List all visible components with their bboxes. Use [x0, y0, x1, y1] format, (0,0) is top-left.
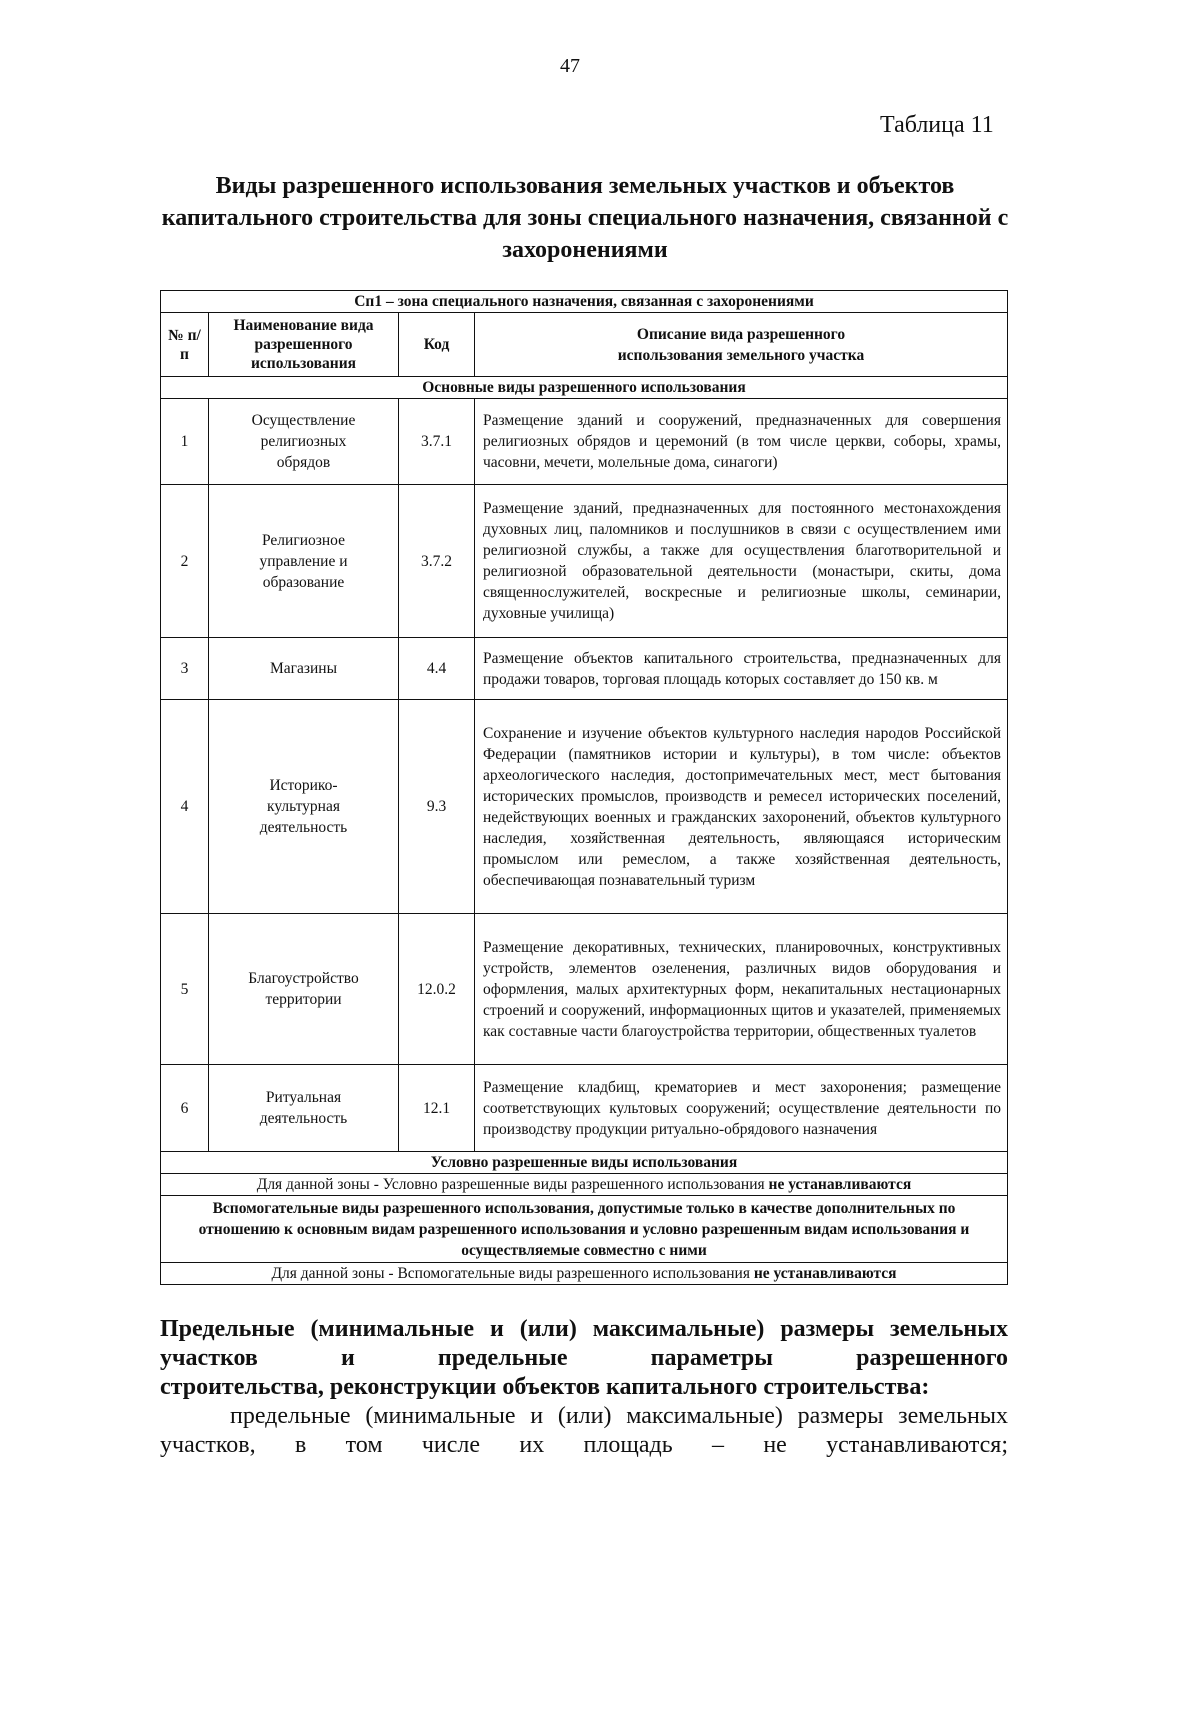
row-name: Осуществление религиозных обрядов — [209, 399, 399, 485]
auxiliary-bold: не устанавливаются — [753, 1265, 897, 1282]
row-code: 9.3 — [399, 700, 475, 914]
conditional-section-header: Условно разрешенные виды использования — [161, 1152, 1008, 1174]
row-code: 4.4 — [399, 638, 475, 700]
land-use-table — [160, 290, 1008, 1285]
table-row — [161, 638, 1008, 700]
row-name: Магазины — [209, 638, 399, 700]
row-code: 3.7.1 — [399, 399, 475, 485]
row-description: Размещение декоративных, технических, планировочных, конструктивных устройств, элементов озеленения, различных видов оборудования и оформления, малых архитектурных форм, некапитальных нестационарных строений и сооружений, информационных щитов и указателей, применяемых как составные части благоустройства территории, общественных туалетов — [475, 914, 1008, 1065]
row-description: Размещение зданий и сооружений, предназначенных для совершения религиозных обрядов и церемоний (в том числе церкви, соборы, храмы, часовни, мечети, молельные дома, синагоги) — [475, 399, 1008, 485]
document-title: Виды разрешенного использования земельных участков и объектов капитального строительства для зоны специального назначения, связанной с захоронениями — [161, 173, 1009, 263]
conditional-note: Для данной зоны - Условно разрешенные виды разрешенного использования — [256, 1176, 765, 1193]
row-code: 12.0.2 — [399, 914, 475, 1065]
auxiliary-section-header: Вспомогательные виды разрешенного использования, допустимые только в качестве дополнительных по отношению к основным видам разрешенного использования и условно разрешенным видам использования и осуществляемые совместно с ними — [161, 1196, 1008, 1263]
table-row — [161, 700, 1008, 914]
limits-paragraph: предельные (минимальные и (или) максимальные) размеры земельных участков, в том числе их площадь – не устанавливаются; — [160, 1403, 1008, 1458]
table-row — [161, 1065, 1008, 1152]
table-label: Таблица 11 — [880, 112, 994, 138]
row-number: 2 — [161, 485, 209, 638]
row-number: 6 — [161, 1065, 209, 1152]
auxiliary-note: Для данной зоны - Вспомогательные виды разрешенного использования — [271, 1265, 750, 1282]
main-section-header: Основные виды разрешенного использования — [161, 377, 1008, 399]
row-code: 12.1 — [399, 1065, 475, 1152]
row-name: Ритуальная деятельность — [209, 1065, 399, 1152]
limits-section — [160, 1315, 1008, 1460]
header-num: № п/п — [161, 313, 209, 377]
row-number: 5 — [161, 914, 209, 1065]
row-description: Размещение зданий, предназначенных для постоянного местонахождения духовных лиц, паломников и послушников в связи с осуществлением ими религиозной службы, а также для осуществления благотворительной и религиозной образовательной деятельности (монастыри, скиты, дома священнослужителей, воскресные и религиозные школы, семинарии, духовные училища) — [475, 485, 1008, 638]
row-name: Благоустройство территории — [209, 914, 399, 1065]
row-description: Размещение кладбищ, крематориев и мест захоронения; размещение соответствующих культовых сооружений; осуществление деятельности по производству продукции ритуально-обрядового назначения — [475, 1065, 1008, 1152]
page-number: 47 — [560, 55, 580, 77]
row-description: Сохранение и изучение объектов культурного наследия народов Российской Федерации (памятников истории и культуры), в том числе: объектов археологического наследия, достопримечательных мест, мест бытования исторических промыслов, производств и ремесел исторических поселений, недействующих военных и гражданских захоронений, объектов культурного наследия, хозяйственная деятельность, являющаяся историческим промыслом или ремеслом, а также хозяйственная деятельность, обеспечивающая познавательный туризм — [475, 700, 1008, 914]
row-description: Размещение объектов капитального строительства, предназначенных для продажи товаров, торговая площадь которых составляет до 150 кв. м — [475, 638, 1008, 700]
conditional-text — [161, 1174, 1008, 1196]
row-name: Историко-культурная деятельность — [209, 700, 399, 914]
auxiliary-text — [161, 1263, 1008, 1285]
limits-heading-1: Предельные (минимальные и (или) максимальные) размеры земельных участков и предельные параметры разрешенного — [160, 1316, 1008, 1371]
zone-title: Сп1 – зона специального назначения, связанная с захоронениями — [161, 291, 1008, 313]
header-name: Наименование вида разрешенного использования — [209, 313, 399, 377]
table-row — [161, 485, 1008, 638]
table-row — [161, 914, 1008, 1065]
header-code: Код — [399, 313, 475, 377]
row-name: Религиозное управление и образование — [209, 485, 399, 638]
header-desc: Описание вида разрешенного использования земельного участка — [475, 313, 1008, 377]
table-row — [161, 399, 1008, 485]
limits-heading-2: строительства, реконструкции объектов капитального строительства: — [160, 1374, 930, 1400]
row-number: 3 — [161, 638, 209, 700]
row-number: 4 — [161, 700, 209, 914]
conditional-bold: не устанавливаются — [768, 1176, 912, 1193]
row-number: 1 — [161, 399, 209, 485]
row-code: 3.7.2 — [399, 485, 475, 638]
